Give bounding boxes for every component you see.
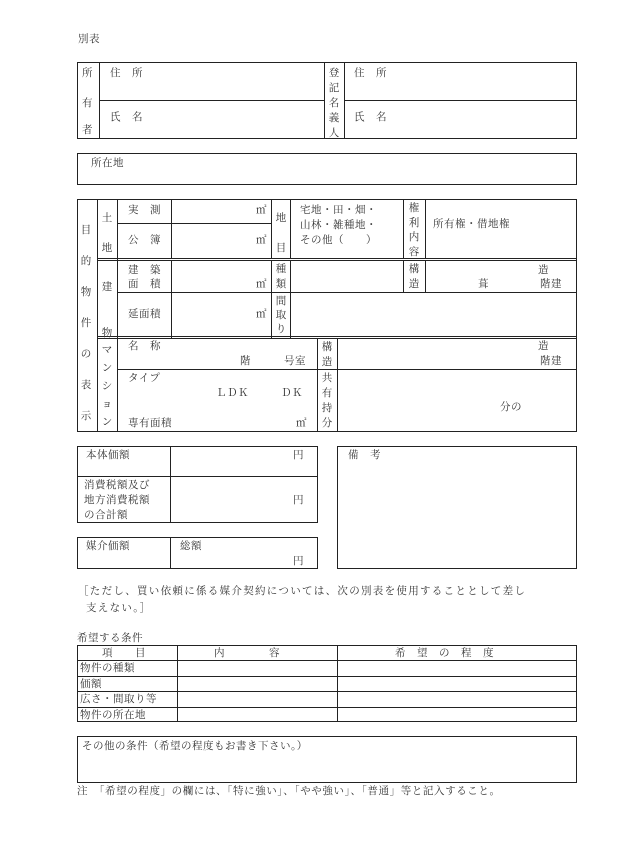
- mansion-name-label: 名 称: [128, 340, 161, 352]
- building-type-label: 種類: [275, 263, 287, 290]
- brokerage-currency: 円: [293, 555, 304, 567]
- conditions-title: 希望する条件: [77, 632, 143, 644]
- mansion-structure-label: 構造: [321, 341, 333, 368]
- land-measured-unit: ㎡: [256, 204, 267, 216]
- mansion-room-label: 号室: [284, 355, 306, 367]
- footnote: 注 「希望の程度」の欄には、「特に強い」、「やや強い」、「普通」等と記入すること。: [77, 785, 501, 797]
- remarks-field[interactable]: [337, 446, 577, 569]
- price-tax-label-2: 地方消費税額: [84, 494, 150, 506]
- other-conditions-label: その他の条件（希望の程度もお書き下さい。）: [82, 740, 308, 752]
- land-category-options-2: 山林・雑種地・: [300, 219, 377, 231]
- conditions-header-degree: 希 望 の 程 度: [395, 647, 494, 659]
- brokerage-total-label: 総額: [180, 540, 202, 552]
- bracket-note-line-1: ［ただし、買い依頼に係る媒介契約については、次の別表を使用することとして差し: [78, 585, 527, 597]
- owner-label-2: 有: [82, 97, 93, 109]
- page-title: 別表: [78, 33, 100, 45]
- building-area-unit: ㎡: [256, 278, 267, 290]
- registered-address-label: 住 所: [354, 67, 387, 79]
- mansion-structure-suffix: 造: [538, 340, 549, 352]
- mansion-floors-label: 階建: [540, 355, 562, 367]
- price-base-currency: 円: [293, 449, 304, 461]
- price-base-label: 本体価額: [86, 449, 130, 461]
- registered-holder-label: 登記名義人: [328, 67, 340, 139]
- conditions-table: [77, 645, 577, 722]
- land-category-options-3: その他（ ）: [300, 234, 377, 246]
- mansion-dk-label: ＤＫ: [281, 387, 303, 399]
- brokerage-label: 媒介価額: [86, 540, 130, 552]
- land-measured-label: 実 測: [128, 204, 161, 216]
- conditions-row-price: 価額: [80, 678, 102, 690]
- conditions-row-property-type: 物件の種類: [80, 662, 135, 674]
- registered-name-label: 氏 名: [354, 111, 387, 123]
- mansion-floor-label: 階: [240, 355, 251, 367]
- owner-address-label: 住 所: [110, 67, 143, 79]
- building-roof-label: 葺: [478, 278, 489, 290]
- land-category-options-1: 宅地・田・畑・: [300, 204, 377, 216]
- building-structure-suffix: 造: [538, 264, 549, 276]
- price-tax-label-3: の合計額: [84, 509, 128, 521]
- mansion-share-label: 分の: [500, 401, 522, 413]
- remarks-label: 備 考: [348, 449, 381, 461]
- building-label: 建物: [101, 281, 113, 339]
- owner-label-3: 者: [82, 124, 93, 136]
- mansion-label: マンション: [101, 344, 113, 428]
- building-area-label-1: 建 築: [128, 264, 161, 276]
- building-floors-label: 階建: [540, 278, 562, 290]
- conditions-row-size-layout: 広さ・間取り等: [80, 693, 157, 705]
- building-layout-label: 間取り: [275, 295, 287, 335]
- building-structure-label: 構造: [408, 263, 420, 290]
- land-category-label: 地目: [275, 212, 287, 254]
- mansion-type-label: タイプ: [128, 372, 161, 384]
- mansion-exclusive-area-unit: ㎡: [296, 417, 307, 429]
- conditions-header-content: 内 容: [214, 647, 280, 659]
- conditions-header-item: 項 目: [102, 647, 146, 659]
- building-floor-area-label: 延面積: [128, 308, 161, 320]
- land-rights-label: 権利内容: [408, 202, 420, 258]
- building-area-label-2: 面 積: [128, 278, 161, 290]
- mansion-common-share-label: 共有持分: [321, 372, 333, 429]
- building-floor-area-unit: ㎡: [256, 308, 267, 320]
- location-label: 所在地: [91, 157, 124, 169]
- land-rights-value: 所有権・借地権: [433, 218, 510, 230]
- land-register-label: 公 簿: [128, 234, 161, 246]
- land-label: 土地: [101, 212, 113, 254]
- owner-label-1: 所: [82, 67, 93, 79]
- price-tax-label-1: 消費税額及び: [84, 479, 150, 491]
- property-section-label: 目的物件の表示: [80, 224, 92, 422]
- land-register-unit: ㎡: [256, 234, 267, 246]
- owner-name-label: 氏 名: [110, 111, 143, 123]
- conditions-row-location: 物件の所在地: [80, 709, 146, 721]
- mansion-exclusive-area-label: 専有面積: [128, 417, 172, 429]
- location-field[interactable]: [77, 153, 577, 185]
- bracket-note-line-2: 支えない。］: [86, 602, 152, 614]
- price-tax-currency: 円: [293, 494, 304, 506]
- mansion-ldk-label: ＬＤＫ: [216, 387, 249, 399]
